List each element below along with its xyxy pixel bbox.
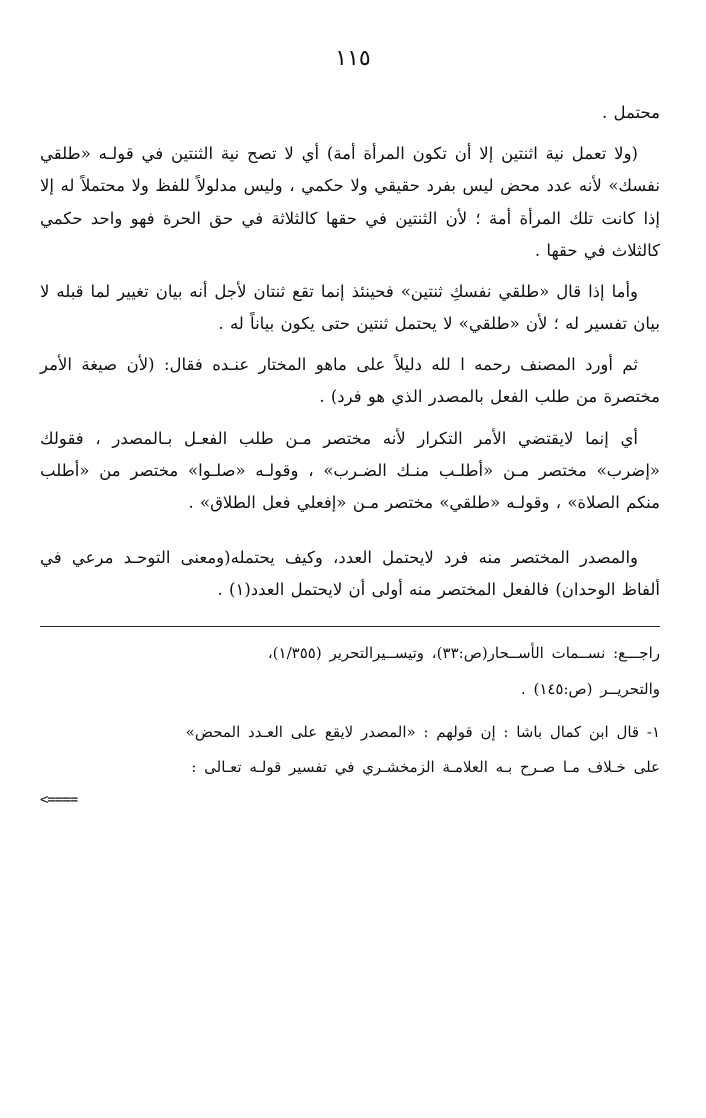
footnotes-section <box>0 639 706 808</box>
document-body <box>0 97 706 606</box>
footnote-divider-wrap <box>0 626 706 627</box>
footnote-note-line-1: ١- قال ابن كمال باشا : إن قولهم : «المصدر لايقع على العـدد المحض» <box>185 722 660 741</box>
paragraph-6: والمصدر المختصر منه فرد لايحتمل العدد، وكيف يحتمله(ومعنى التوحـد مرعي في ألفاظ الوحدان) فالفعل المختصر منه أولى أن لايحتمل العدد(١) . <box>40 548 660 600</box>
paragraph-2: (ولا تعمل نية اثنتين إلا أن تكون المرأة أمة) أي لا تصح نية الثنتين في قولـه «طلقي نفسك» لأنه عدد محض ليس بفرد حقيقي ولا حكمي ، وليس مدلولاً للفظ ولا محتملاً له إلا إذا كانت تلك المرأة أمة ؛ لأن الثنتين في حقها كالثلاثة في حق الحرة فهو واحد حكمي كالثلاث في حقها . <box>40 144 660 260</box>
paragraph-1: محتمل . <box>602 103 660 122</box>
footnote-divider <box>40 626 660 627</box>
footnote-note-line-2: على خـلاف مـا صـرح بـه العلامـة الزمخشـري في تفسير قولـه تعـالى : <box>191 758 660 777</box>
footnote-source-line-2: والتحريــر (ص:١٤٥) . <box>520 679 660 698</box>
footnote-source-line-1: راجـــع: نســمات الأســحار(ص:٣٣)، وتيســيرالتحرير (١/٣٥٥)، <box>267 644 660 663</box>
paragraph-4: ثم أورد المصنف رحمه ا لله دليلاً على ماهو المختار عنـده فقال: (لأن صيغة الأمر مختصرة من طلب الفعل بالمصدر الذي هو فرد) . <box>40 355 660 407</box>
continuation-arrow-icon: <==== <box>40 792 78 809</box>
document-page <box>0 46 706 1118</box>
page-number: ١١٥ <box>335 46 371 71</box>
paragraph-3: وأما إذا قال «طلقي نفسكِ ثنتين» فحينئذ إنما تقع ثنتان لأجل أنه بيان تغيير لما قبله لا بيان تفسير له ؛ لأن «طلقي» لا يحتمل ثنتين حتى يكون بياناً له . <box>40 281 660 334</box>
paragraph-5: أي إنما لايقتضي الأمر التكرار لأنه مختصر مـن طلب الفعـل بـالمصدر ، فقولك «إضرب» مختصر مـن «أطلـب منـك الضـرب» ، وقولـه «صلـوا» مختصر من «أطلب منكم الصلاة» ، وقولـه «طلقي» مختصر مـن «إفعلي فعل الطلاق» . <box>40 428 660 512</box>
